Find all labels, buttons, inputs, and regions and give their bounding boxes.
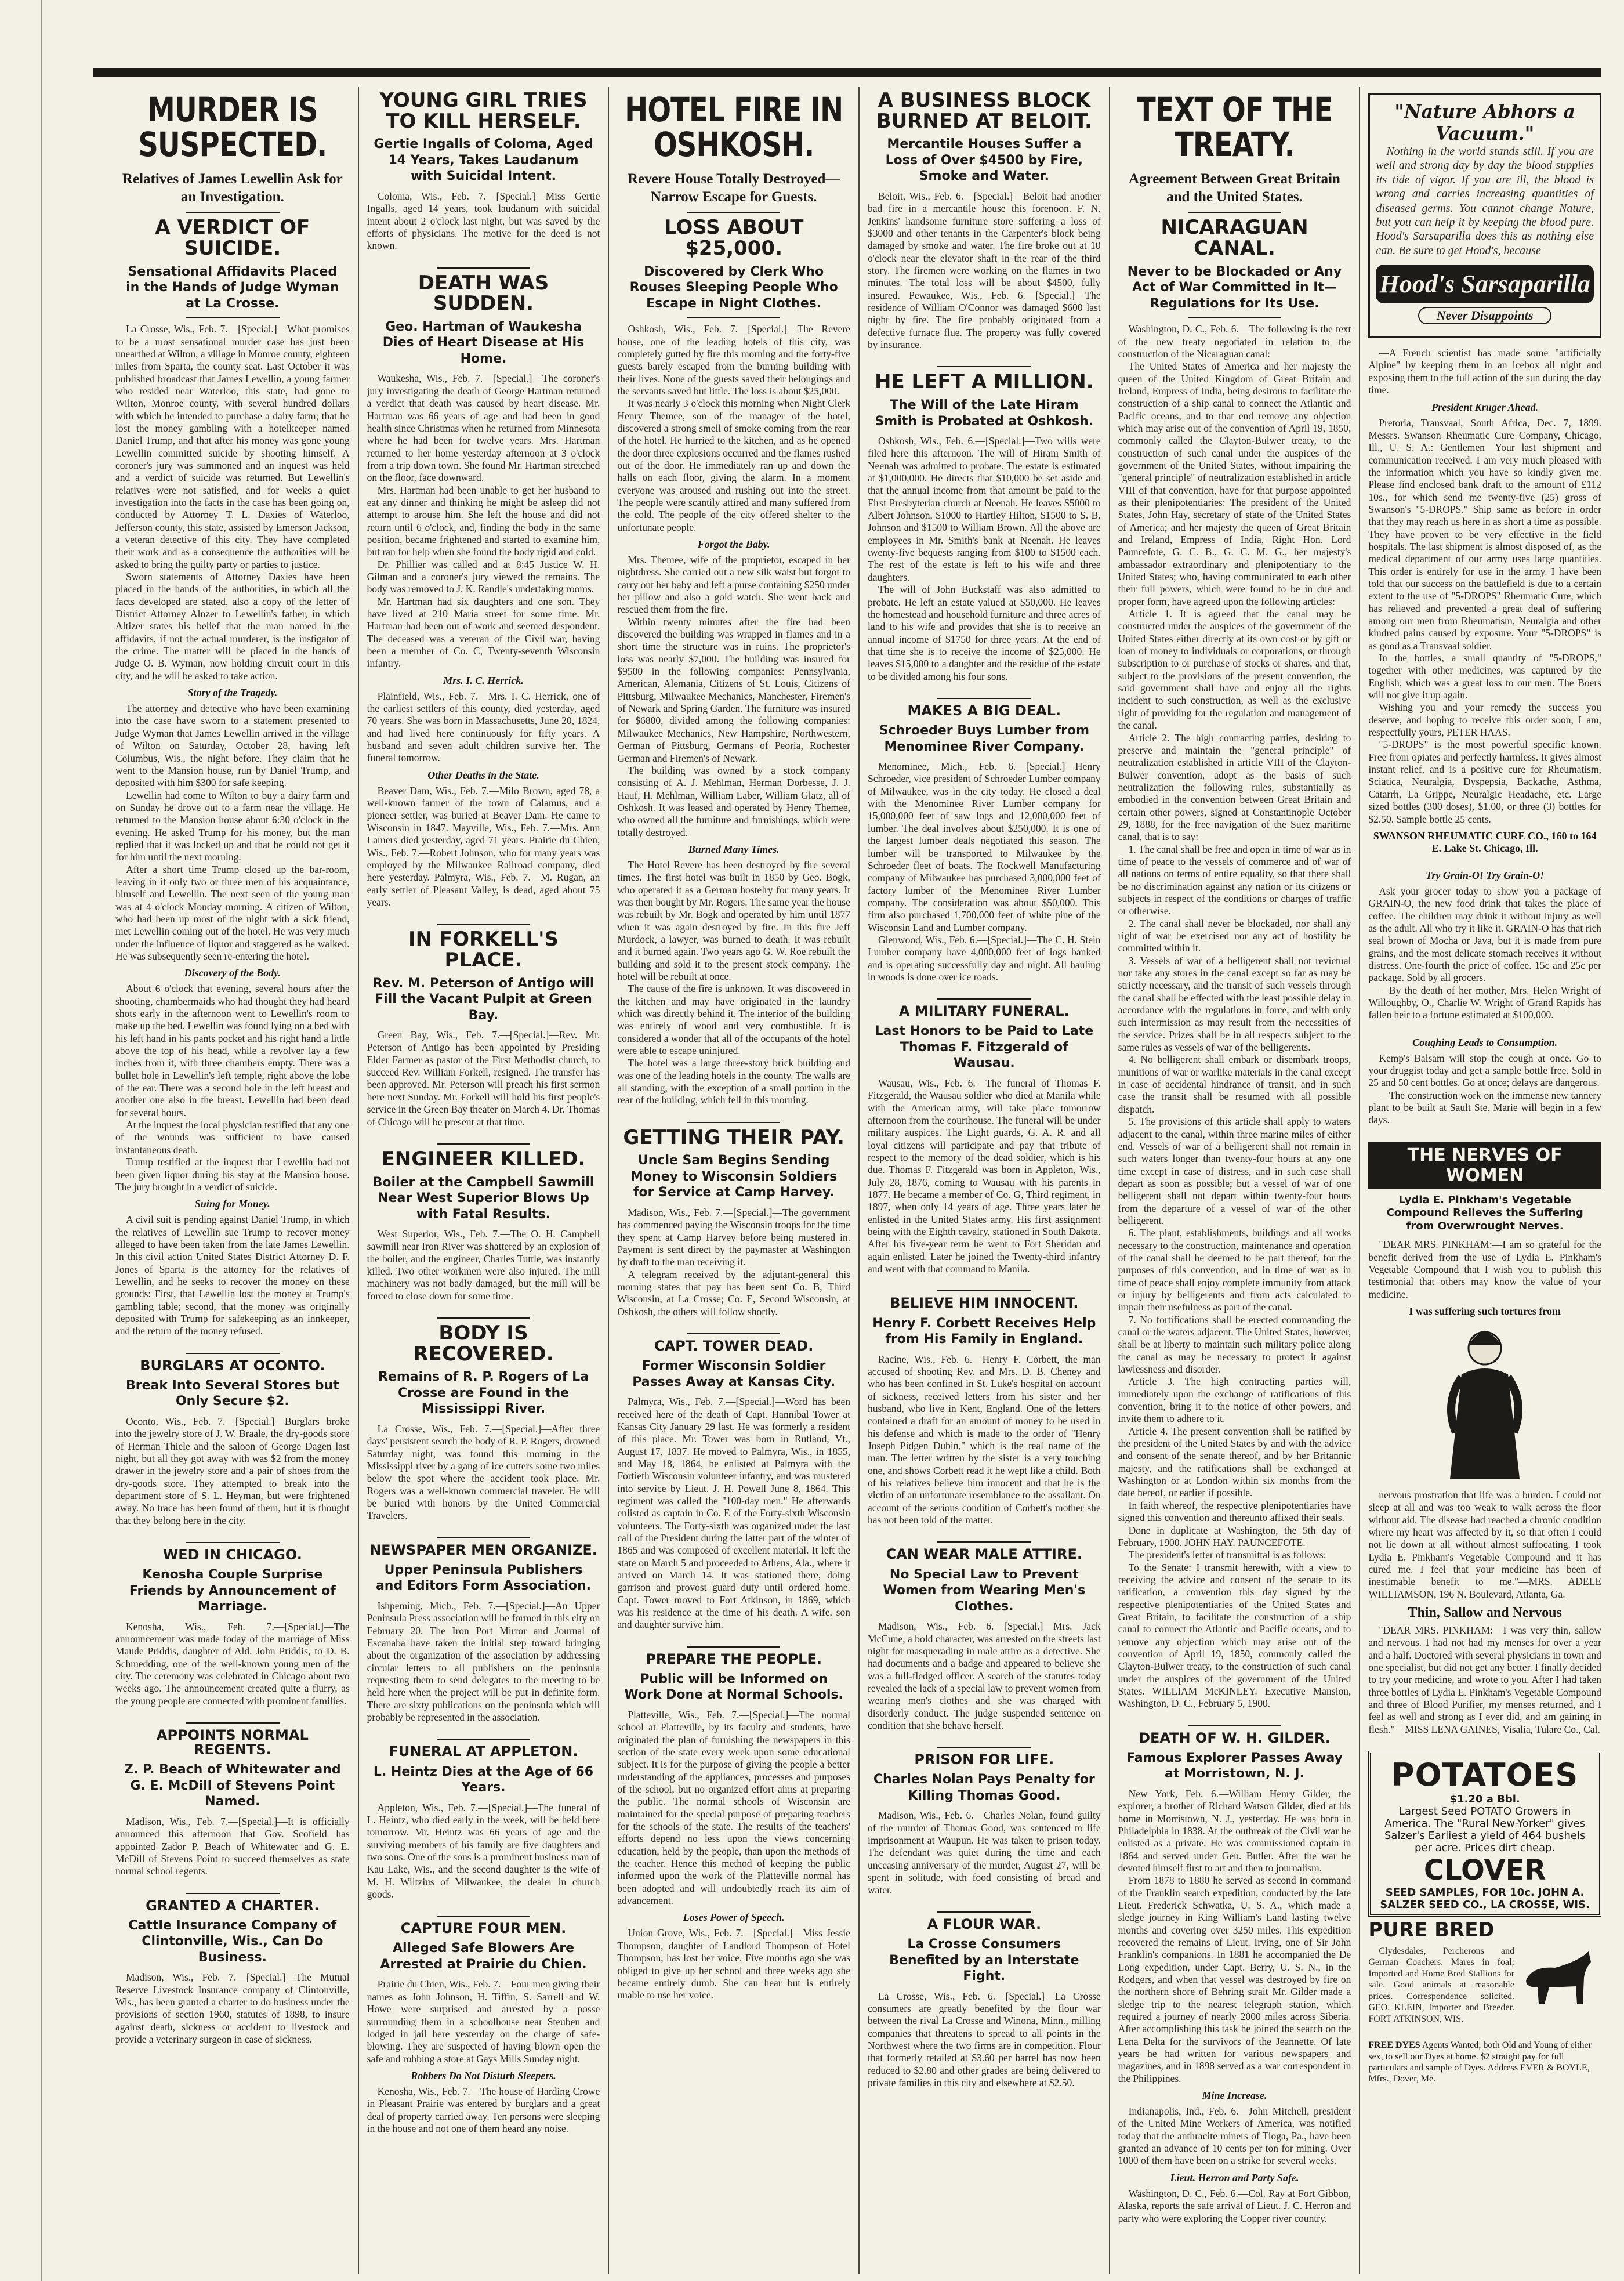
hoods-logo: Hood's Sarsaparilla <box>1376 265 1594 303</box>
article-flour-war <box>868 1911 1101 2089</box>
paragraph: It was nearly 3 o'clock this morning when Night Clerk Henry Themee, son of the manager of the hotel, discovered a strong smell of smoke coming from the rear of the hotel. He hurried to the kitchen, and as he opened the door three explosions occurred and the flames rushed out of the door. He immediately ran up and down the halls on each floor, giving the alarm. In a moment everyone was aroused and rushing out into the street. The people were scantily attired and many suffered from the cold. The people of the city offered shelter to the unfortunate people. <box>617 397 850 533</box>
divider <box>687 212 781 213</box>
paragraph: The building was owned by a stock company consisting of A. J. Mehlman, Herman Dorbesse, J. J. Hauf, H. Mehlman, William Laber, William Glatz, all of Oshkosh. It was leased and operated by Henry Themee, who owned all the furniture and furnishings, which were totally destroyed. <box>617 764 850 838</box>
subhead: LOSS ABOUT $25,000. <box>664 216 804 260</box>
divider <box>687 1122 781 1123</box>
subhead: NICARAGUAN CANAL. <box>1161 216 1308 260</box>
section-subhead: Burned Many Times. <box>688 843 780 855</box>
paragraph: La Crosse, Wis., Feb. 7.—[Special.]—What promises to be a most sensational murder case has just been unearthed at Wilton, a village in Monroe county, eighteen miles from Sparta, the county seat. Last October it was published broadcast that James Lewellin, a young farmer who resided near Waterloo, this state, had gone to Wilton, Monroe county, with several hundred dollars with which he intended to purchase a dairy farm; that he lost the money gambling with a hotelkeeper named Daniel Trump, and that after his money was gone young Lewellin committed suicide by shooting himself. A coroner's jury was summoned and an inquest was held and a verdict of suicide was returned. But Lewellin's relatives were not satisfied, and for weeks a quiet investigation into the facts in the case has been going on, conducted by Attorney T. L. Daxies of Waterloo, Jefferson county, this state, assisted by Emerson Jackson, a veteran detective of this city. They have completed their work and as a consequence the authorities will be asked to bring the guilty party or parties to justice. <box>115 323 350 570</box>
divider <box>937 998 1031 1000</box>
article-male-attire <box>868 1541 1101 1732</box>
article-prison <box>868 1747 1101 1896</box>
paragraph: Trump testified at the inquest that Lewellin had not been given liquor during his stay at the Mansion house. The jury brought in a verdict of suicide. <box>115 1156 350 1193</box>
ad-hoods-sarsaparilla <box>1368 93 1601 338</box>
paragraph: The will of John Buckstaff was also admitted to probate. He left an estate valued at $50,000. He leaves the homestead and household furniture and three acres of land to his wife and provides that she is to receive an annual income of $1750 for three years. At the end of that time she is to receive the income of $25,000. He leaves $15,000 to a daughter and the residue of the estate to be divided among his four sons. <box>867 584 1101 682</box>
ad-headline: Coughing Leads to Consumption. <box>1412 1036 1558 1048</box>
paragraph: Lewellin had come to Wilton to buy a dairy farm and on Sunday he drove out to a farm near the village. He returned to the Mansion house about 6:30 o'clock in the evening. He asked Trump for his money, but the man replied that it was locked up and that he could not get it for him until the next morning. <box>115 789 350 863</box>
paragraph: Prairie du Chien, Wis., Feb. 7.—Four men giving their names as John Johnson, H. Tiffin, S. Sarrell and W. Howe were surprised and arrested by a posse surrounding them in a schoolhouse near Steuben and lodged in jail here yesterday on the charge of safe-blowing. They are suspected of having blown open the safe and robbing a store at Gays Mills Sunday night. <box>367 1978 600 2065</box>
paragraph: Madison, Wis., Feb. 7.—[Special.]—The Mutual Reserve Livestock Insurance company of Clintonville, Wis., has been granted a charter to do business under the provisions of section 1960, statutes of 1898, to insure against death, sickness or accident to livestock and provide a veterinary surgeon in case of sickness. <box>115 1971 350 2045</box>
paragraph: Article 2. The high contracting parties, desiring to preserve and maintain the "general principle" of neutralization established in article VIII of the Clayton-Bulwer convention, adopt as the basis of such neutralization the following rules, substantially as embodied in the convention between Great Britain and certain other powers, signed at Constantinople October 29, 1888, for the free navigation of the Suez maritime canal, that is to say: <box>1118 732 1351 843</box>
paragraph: Article 3. The high contracting parties will, immediately upon the exchange of ratifications of this convention, bring it to the notice of other powers, and invite them to adhere to it. <box>1118 1375 1351 1425</box>
section-subhead: Lieut. Herron and Party Safe. <box>1170 2171 1299 2184</box>
column-1 <box>107 87 358 2274</box>
paragraph: Coloma, Wis., Feb. 7.—[Special.]—Miss Gertie Ingalls, aged 14 years, took laudanum with suicidal intent about 2 o'clock last night, but was saved by the efforts of physicians. The motive for the deed is not known. <box>367 190 600 252</box>
paragraph: —By the death of her mother, Mrs. Helen Wright of Willoughby, O., Charlie W. Wright of Grand Rapids has fallen heir to a fortune estimated at $100,000. <box>1368 984 1601 1021</box>
deck: Upper Peninsula Publishers and Editors Form Association. <box>375 1562 592 1594</box>
column-grid <box>107 87 1610 2274</box>
headline: TEXT OF THE TREATY. <box>1136 90 1332 165</box>
divider <box>437 1317 530 1319</box>
ad-kruger <box>1368 401 1601 855</box>
deck: Uncle Sam Begins Sending Money to Wisconsin Soldiers for Service at Camp Harvey. <box>630 1153 838 1200</box>
deck: Kenosha Couple Surprise Friends by Announcement of Marriage. <box>129 1567 336 1614</box>
divider <box>437 1143 530 1145</box>
ad-headline: FREE DYES <box>1368 2040 1420 2051</box>
divider <box>186 317 279 318</box>
divider <box>186 212 279 213</box>
paragraph: Wishing you and your remedy the success you deserve, and hoping to receive this order soon, I am, respectfully yours, PETER HAAS. <box>1368 701 1601 738</box>
paragraph: West Superior, Wis., Feb. 7.—The O. H. Campbell sawmill near Iron River was shattered by an explosion of the boiler, and the engineer, Charles Tuttle, was instantly killed. Two other workmen were also injured. The mill machinery was not badly damaged, but the mill will be forced to close down for some time. <box>367 1228 600 1302</box>
paragraph: The Hotel Revere has been destroyed by fire several times. The first hotel was built in 1850 by Geo. Bogk, who operated it as a German hostelry for many years. It was then bought by Mr. Rogers. The same year the house was rebuilt by Mr. Bogk and operated by him until 1877 when it was again destroyed by fire. In this fire Jeff Murdock, a lawyer, was burned to death. It was rebuilt and it burned again. Two years ago G. W. Roe rebuilt the building and sold it to the present stock company. The hotel will be rebuilt at once. <box>617 859 850 982</box>
paragraph: 6. The plant, establishments, buildings and all works necessary to the construction, maintenance and operation of the canal shall be deemed to be part thereof, for the purposes of this convention, and in time of war as in time of peace shall enjoy complete immunity from attack or injury by belligerents and from acts calculated to impair their usefulness as part of the canal. <box>1118 1227 1351 1313</box>
paragraph: From 1878 to 1880 he served as second in command of the Franklin search expedition, conducted by the late Lieut. Frederick Schwatka, U. S. A., which made a sledge journey in King William's Land lasting twelve months and covering over 3250 miles. This expedition recovered the remains of Lieut. Irving, one of Sir John Franklin's companions. In 1881 he accompanied the De Long expedition, under Capt. Berry, U. S. N., in the Rodgers, and when that vessel was destroyed by fire on the northern shore of Behring strait Mr. Gilder made a sledge trip to the nearest telegraph station, which required a journey of nearly 2000 miles across Siberia. After accomplishing this task he joined the search on the Lena Delta for the survivors of the Jeannette. Of late years he had written for various newspapers and magazines, and in 1898 served as a war correspondent in the Philippines. <box>1118 1874 1351 2084</box>
divider <box>437 1739 530 1740</box>
headline: FUNERAL AT APPLETON. <box>389 1743 578 1760</box>
paragraph: Madison, Wis., Feb. 7.—[Special.]—The government has commenced paying the Wisconsin troops for the time they spent at Camp Harvey before being mustered in. Payment is sent direct by the paymaster at Washington by draft to the man receiving it. <box>617 1206 850 1268</box>
headline: YOUNG GIRL TRIES TO KILL HERSELF. <box>379 89 588 133</box>
article-wed <box>115 1542 350 1707</box>
ad-copy: Agents Wanted, both Old and Young of either sex, to sell our Dyes at home. $2 straight pay for full particulars and sample of Dyes. Address EVER & BOYLE, Mfrs., Dover, Me. <box>1368 2040 1592 2084</box>
deck: Break Into Several Stores but Only Secure $2. <box>125 1378 339 1409</box>
article-body-recovered <box>367 1317 600 1522</box>
paragraph: Madison, Wis., Feb. 7.—[Special.]—It is officially announced this afternoon that Gov. Scofield has appointed Zador P. Beach of Whitewater and G. E. McDill of Stevens Point to succeed themselves as state normal school regents. <box>115 1815 350 1877</box>
headline: PREPARE THE PEOPLE. <box>646 1650 822 1667</box>
article-gilder <box>1118 1725 1351 2225</box>
article-prepare-people <box>617 1646 850 2002</box>
article-young-girl <box>367 90 600 252</box>
divider <box>937 1911 1031 1913</box>
paragraph: 5. The provisions of this article shall apply to waters adjacent to the canal, within three marine miles of either end. Vessels of war of a belligerent shall not remain in such waters longer than twenty-four hours at any one time except in case of distress, and in such case shall depart as soon as possible; but a vessel of war of one belligerent shall not depart within twenty-four hours from the departure of a vessel of war of the other belligerent. <box>1118 1116 1351 1226</box>
divider <box>1188 317 1281 318</box>
deck: The Will of the Late Hiram Smith is Probated at Oshkosh. <box>875 398 1094 429</box>
article-getting-pay <box>617 1122 850 1318</box>
article-burglars <box>115 1353 350 1527</box>
ad-headline: Try Grain-O! Try Grain-O! <box>1426 869 1545 881</box>
ad-price: $1.20 a Bbl. <box>1449 1793 1520 1806</box>
paragraph: Waukesha, Wis., Feb. 7.—[Special.]—The coroner's jury investigating the death of George Hartman returned a verdict that death was caused by heart disease. Mr. Hartman was 66 years of age and had been in good health since Christmas when he returned from Minnesota where he had been for twelve years. Mrs. Hartman returned to her home yesterday afternoon at 3 o'clock from a trip down town. She found Mr. Hartman stretched on the floor, face downward. <box>367 372 600 484</box>
section-subhead: Thin, Sallow and Nervous <box>1408 1605 1562 1620</box>
paragraph: Ask your grocer today to show you a package of GRAIN-O, the new food drink that takes the place of coffee. The children may drink it without injury as well as the adult. All who try it like it. GRAIN-O has that rich seal brown of Mocha or Java, but it is made from pure grains, and the most delicate stomach receives it without distress. One-fourth the price of coffee. 15c and 25c per package. Sold by all grocers. <box>1368 885 1601 984</box>
subdeck: Discovered by Clerk Who Rouses Sleeping People Who Escape in Night Clothes. <box>629 264 838 311</box>
article-engineer <box>367 1143 600 1302</box>
paragraph: Within twenty minutes after the fire had been discovered the building was wrapped in flames and in a short time the structure was in ruins. The proprietor's loss was nearly $7,000. The building was insured for $9500 in the following companies: Pennsylvania, American, Alemania, Citizens of St. Louis, Citizens of Pittsburg, Milwaukee Mechanics, Manchester, Firemen's of Newark and Spring Garden. The furniture was insured for $6800, divided among the following companies: Milwaukee Mechanics, New Hampshire, Northwestern, German of Pittsburg, Germans of Peoria, Rochester German and Firemen's of Newark. <box>617 615 850 764</box>
ad-copy: SEED SAMPLES, FOR 10c. JOHN A. SALZER SEED CO., LA CROSSE, WIS. <box>1380 1887 1590 1911</box>
paragraph: Beaver Dam, Wis., Feb. 7.—Milo Brown, aged 78, a well-known farmer of the town of Calamus, and a pioneer settler, was buried at Beaver Dam. He came to Wisconsin in 1847. Mayville, Wis., Feb. 7.—Mrs. Ann Lamers died yesterday, aged 71 years. Prairie du Chien, Wis., Feb. 7.—Robert Johnson, who for many years was employed by the Milwaukee Railroad company, died here yesterday. Palmyra, Wis., Feb. 7.—M. Rugan, an early settler of Pleasant Valley, is dead, aged about 75 years. <box>367 784 600 908</box>
section-subhead: Robbers Do Not Disturb Sleepers. <box>411 2069 556 2081</box>
paragraph: Glenwood, Wis., Feb. 6.—[Special.]—The C. H. Stein Lumber company have 4,000,000 feet of logs banked and is operating successfully day and night. All hauling in woods is done over ice roads. <box>867 933 1101 983</box>
paragraph: Appleton, Wis., Feb. 7.—[Special.]—The funeral of L. Heintz, who died early in the week, will be held here tomorrow. Mr. Heintz was 66 years of age and the surviving members of his family are five daughters and two sons. One of the sons is a prominent business man of Kau Lake, Wis., and the second daughter is the wife of M. H. Wiltzius of Milwaukee, the dealer in church goods. <box>367 1801 600 1900</box>
paragraph: —The construction work on the immense new tannery plant to be built at Sault Ste. Marie will begin in a few days. <box>1368 1089 1601 1126</box>
headline: HOTEL FIRE IN OSHKOSH. <box>625 90 843 165</box>
paragraph: Palmyra, Wis., Feb. 7.—[Special.]—Word has been received here of the death of Capt. Hannibal Tower at Kansas City January 29 last. He was formerly a resident of this place. Mr. Tower was born in Rutland, Vt., August 17, 1837. He moved to Palmyra, Wis., in 1855, and May 18, 1864, he enlisted at Palmyra with the Fortieth Wisconsin volunteer infantry, and was mustered into service by Lieut. J. H. Powell June 8, 1864. This regiment was called the "100-day men." He afterwards enlisted as captain in Co. E of the Forty-sixth Wisconsin volunteers. The Forty-sixth was organized under the last call of the President during the latter part of the winter of 1865 and was composed of excellent material. It left the state on March 5 and proceeded to Athens, Ala., where it arrived on March 14. It was stationed there, doing garrison and provost guard duty until ordered home. Capt. Tower moved to Fort Atkinson, in 1869, which was his residence at the time of his death. A wife, son and daughter survive him. <box>617 1396 850 1631</box>
article-newspaper-men <box>367 1537 600 1724</box>
divider <box>937 366 1031 367</box>
deck: Schroeder Buys Lumber from Menominee River Company. <box>879 723 1090 754</box>
section-subhead: Other Deaths in the State. <box>427 769 539 781</box>
deck: Henry F. Corbett Receives Help from His Family in England. <box>872 1316 1096 1347</box>
deck: Relatives of James Lewellin Ask for an Investigation. <box>122 171 343 205</box>
ad-pinkham <box>1368 1142 1601 1736</box>
paragraph: Oshkosh, Wis., Feb. 7.—[Special.]—The Revere house, one of the leading hotels of this city, was completely gutted by fire this morning and the forty-five guests barely escaped from the burning building with their lives. None of the guests saved their belongings and the servants saved but little. The loss is about $25,000. <box>617 323 850 397</box>
paragraph: Done in duplicate at Washington, the 5th day of February, 1900. JOHN HAY. PAUNCEFOTE. <box>1118 1524 1351 1548</box>
column-6-ads <box>1359 87 1610 2274</box>
bold-line: I was suffering such tortures from <box>1409 1305 1561 1317</box>
article-forkell <box>367 924 600 1128</box>
section-subhead: Discovery of the Body. <box>184 967 281 979</box>
paragraph: Article 1. It is agreed that the canal may be constructed under the auspices of the government of the United States either directly at its own cost or by gift or loan of money to individuals or corporations, or through subscription to or purchase of stocks or shares, and that, subject to the provisions of the present convention, the said government shall have and enjoy all the rights incident to such construction, as well as the exclusive right of providing for the regulation and management of the canal. <box>1118 608 1351 732</box>
paragraph: Oconto, Wis., Feb. 7.—[Special.]—Burglars broke into the jewelry store of J. W. Braale, the dry-goods store of Herman Thiele and the saloon of George Dagen last night, but all they got away with was $2 from the money drawer in the jewelry store and a pair of shoes from the dry-goods store. They attempted to break into the department store of S. L. Heyman, but were frightened away. No trace has been found of them, but it is thought that they belong here in the city. <box>115 1415 350 1526</box>
deck: Agreement Between Great Britain and the United States. <box>1129 171 1340 205</box>
column-5 <box>1109 87 1360 2274</box>
page-margin <box>6 0 42 2281</box>
headline: BURGLARS AT OCONTO. <box>140 1357 325 1374</box>
divider <box>186 1893 279 1894</box>
article-innocent <box>868 1290 1101 1526</box>
article-hotel-fire <box>617 90 850 1107</box>
section-subhead: Mine Increase. <box>1202 2090 1267 2102</box>
deck: Remains of R. P. Rogers of La Crosse are Found in the Mississippi River. <box>378 1370 589 1417</box>
paragraph: 2. The canal shall never be blockaded, nor shall any right of war be exercised nor any act of hostility be committed within it. <box>1118 917 1351 954</box>
paragraph: About 6 o'clock that evening, several hours after the shooting, chambermaids who had thought they had heard shots early in the afternoon went to Lewellin's room to make up the bed. Lewellin was found lying on a bed with his left hand in his pants pocket and his right hand a little above the top of his head, while a revolver lay a few inches from it, with three chambers empty. There was a bullet hole in Lewellin's left temple, right above the lobe of the ear. There was a second hole in the left breast and another one also in the breast. Lewellin had been dead for several hours. <box>115 983 350 1118</box>
divider <box>186 1353 279 1354</box>
deck: L. Heintz Dies at the Age of 66 Years. <box>373 1764 594 1795</box>
paragraph: Beloit, Wis., Feb. 6.—[Special.]—Beloit had another bad fire in a mercantile house this forenoon. F. N. Jenkins' handsome furniture store suffering a loss of $3000 and other tenants in the Carpenter's block being damaged by smoke and water. The fire broke out at 10 o'clock near the elevator shaft in the rear of the third story. The firemen were working on the flames in two minutes. The total loss will be about $4500, fully insured. Pewaukee, Wis., Feb. 6.—[Special.]—The residence of William O'Connor was damaged $600 last night by fire. The fire probably originated from a defective furnace flue. The property was fully covered by insurance. <box>867 190 1101 350</box>
headline: HE LEFT A MILLION. <box>875 370 1094 394</box>
divider <box>1188 1725 1281 1726</box>
divider <box>186 1722 279 1724</box>
paragraph: Madison, Wis., Feb. 6.—Charles Nolan, found guilty of the murder of Thomas Good, was sentenced to life imprisonment at Waupun. He was taken to prison today. The defendant was quiet during the time and each unceasing anniversary of the murder, August 27, will be spent in solitude, with food consisting of bread and water. <box>867 1809 1101 1896</box>
paragraph: The hotel was a large three-story brick building and was one of the leading hotels in the county. The walls are all standing, with the exception of a small portion in the rear of the building, which fell in this morning. <box>617 1057 850 1106</box>
paragraph: Ishpeming, Mich., Feb. 7.—[Special.]—An Upper Peninsula Press association will be formed in this city on February 20. The Iron Port Mirror and Journal of Escanaba have taken the initial step toward bringing about the organization of the association by addressing circular letters to all publishers on the peninsula requesting them to send delegates to the meeting to be held here when the project will be put in definite form. There are sixty publications on the peninsula which will probably be represented in the association. <box>367 1599 600 1723</box>
ad-deck: Lydia E. Pinkham's Vegetable Compound Relieves the Suffering from Overwrought Nerves. <box>1386 1193 1583 1232</box>
ad-grain-o <box>1368 870 1601 1022</box>
headline: A MILITARY FUNERAL. <box>898 1003 1070 1020</box>
hoods-tagline: Never Disappoints <box>1418 307 1551 324</box>
article-big-deal <box>868 698 1101 983</box>
paragraph: Platteville, Wis., Feb. 7.—[Special.]—The normal school at Platteville, by its faculty and students, have originated the plan of furnishing the newspapers in this section of the state every week upon some educational subject. It is for the purpose of giving the people a better understanding of the appliances, processes and purposes of the school, but no organized effort aims at preparing the public. The normal schools of Wisconsin are maintained for the special purpose of preparing teachers for the schools of the state. The results of the teachers' efforts depend no less upon the views concerning education, held by the people, than upon the methods of the teacher. Hence this method of keeping the public informed upon the work of the Platteville normal has been adopted and will undoubtedly reach its aim of advancement. <box>617 1708 850 1907</box>
divider <box>937 1747 1031 1748</box>
ad-company: SWANSON RHEUMATIC CURE CO., 160 to 164 E. Lake St. Chicago, Ill. <box>1373 830 1597 854</box>
paragraph: Menominee, Mich., Feb. 6.—[Special.]—Henry Schroeder, vice president of Schroeder Lumber company of Milwaukee, was in the city today. He closed a deal with the Menominee River Lumber company for 15,000,000 feet of saw logs and 12,000,000 feet of lumber. The deal involves about $250,000. It is one of the largest lumber deals negotiated this season. The lumber will be transported to Milwaukee by the Schroeder fleet of boats. The Rockwell Manufacturing company of Milwaukee has purchased 3,000,000 feet of factory lumber of the Menominee River Lumber company. The consideration was about $50,000. This firm also purchased 1,700,000 feet of white pine of the Wisconsin Land and Lumber company. <box>867 761 1101 933</box>
paragraph: Washington, D. C., Feb. 6.—The following is the text of the new treaty negotiated in relation to the construction of the Nicaraguan canal: <box>1118 323 1351 360</box>
paragraph: "DEAR MRS. PINKHAM:—I am so grateful for the benefit derived from the use of Lydia E. Pinkham's Vegetable Compound that I wish you to publish this testimonial that others may know the value of your medicine. <box>1368 1239 1601 1300</box>
headline: GRANTED A CHARTER. <box>146 1897 320 1914</box>
ad-headline: "Nature Abhors a Vacuum." <box>1394 100 1575 144</box>
deck: Boiler at the Campbell Sawmill Near West Superior Blows Up with Fatal Results. <box>372 1175 594 1222</box>
headline: BELIEVE HIM INNOCENT. <box>890 1295 1079 1312</box>
deck: Former Wisconsin Soldier Passes Away at Kansas City. <box>632 1359 836 1389</box>
article-military-funeral <box>868 998 1101 1275</box>
paragraph: Plainfield, Wis., Feb. 7.—Mrs. I. C. Herrick, one of the earliest settlers of this county, died yesterday, aged 70 years. She was born in Massachusetts, June 20, 1824, and had lived here continuously for fifty years. A husband and seven adult children survive her. The funeral tomorrow. <box>367 690 600 764</box>
ad-salzer-potatoes <box>1368 1751 1601 1917</box>
paragraph: Kenosha, Wis., Feb. 7.—The house of Harding Crowe in Pleasant Prairie was entered by burglars and a great deal of property carried away. Ten persons were sleeping in the house and not one of them heard any noise. <box>367 2085 600 2134</box>
divider <box>687 317 781 318</box>
headline: CAN WEAR MALE ATTIRE. <box>886 1546 1082 1563</box>
ad-copy: Largest Seed POTATO Growers in America. The "Rural New-Yorker" gives Salzer's Earliest a yield of 464 bushels per acre. Prices dirt cheap. <box>1384 1805 1586 1855</box>
ad-headline: THE NERVES OF WOMEN <box>1368 1142 1601 1189</box>
article-capt-tower <box>617 1333 850 1631</box>
section-subhead: Mrs. I. C. Herrick. <box>443 674 524 686</box>
column-3 <box>608 87 858 2274</box>
section-subhead: Forgot the Baby. <box>697 538 770 550</box>
divider <box>937 698 1031 699</box>
deck: Last Honors to be Paid to Late Thomas F. Fitzgerald of Wausau. <box>875 1024 1094 1071</box>
woman-illustration <box>1427 1322 1543 1485</box>
deck: Public will be Informed on Work Done at Normal Schools. <box>624 1671 843 1703</box>
article-funeral-appleton <box>367 1739 600 1900</box>
ad-word: CLOVER <box>1423 1854 1546 1887</box>
paragraph: 1. The canal shall be free and open in time of war as in time of peace to the vessels of commerce and of war of all nations on terms of entire equality, so that there shall be no discrimination against any nation or its citizens or subjects in respect of the conditions or charges of traffic or otherwise. <box>1118 843 1351 917</box>
paragraph: At the inquest the local physician testified that any one of the wounds was sufficient to have caused instantaneous death. <box>115 1119 350 1156</box>
divider <box>437 924 530 925</box>
article-death-sudden <box>367 267 600 909</box>
divider <box>1188 212 1281 213</box>
deck: Charles Nolan Pays Penalty for Killing Thomas Good. <box>873 1772 1095 1803</box>
section-subhead: Story of the Tragedy. <box>187 687 278 699</box>
headline: PRISON FOR LIFE. <box>914 1751 1054 1768</box>
ad-free-dyes <box>1368 2040 1601 2084</box>
deck: No Special Law to Prevent Women from Wearing Men's Clothes. <box>883 1567 1086 1614</box>
news-brief: —A French scientist has made some "artificially Alpine" by keeping them in an icebox all night and exposing them to the full action of the sun during the day time. <box>1368 347 1601 396</box>
deck: Famous Explorer Passes Away at Morristown, N. J. <box>1126 1750 1343 1782</box>
headline: BODY IS RECOVERED. <box>413 1321 554 1366</box>
deck: Alleged Safe Blowers Are Arrested at Prairie du Chien. <box>380 1941 587 1972</box>
paragraph: "5-DROPS" is the most powerful specific known. Free from opiates and perfectly harmless. It gives almost instant relief, and is a positive cure for Rheumatism, Sciatica, Neuralgia, Dyspepsia, Backache, Asthma, Catarrh, La Grippe, Neuralgic Headache, etc. Large sized bottles (300 doses), $1.00, or three (3) bottles for $2.50. Sample bottle 25 cents. <box>1368 738 1601 825</box>
divider <box>437 1537 530 1538</box>
paragraph: A telegram received by the adjutant-general this morning states that pay has been sent Co. B, Third Wisconsin, at La Crosse; Co. E, Second Wisconsin, at Oshkosh, the others will follow shortly. <box>617 1268 850 1317</box>
headline: APPOINTS NORMAL REGENTS. <box>156 1727 309 1758</box>
paragraph: In faith whereof, the respective plenipotentiaries have signed this convention and thereunto affixed their seals. <box>1118 1499 1351 1524</box>
deck: Revere House Totally Destroyed—Narrow Escape for Guests. <box>627 171 840 205</box>
divider <box>687 1333 781 1334</box>
paragraph: Article 4. The present convention shall be ratified by the president of the United States by and with the advice and consent of the senate thereof, and by her Britannic majesty, and the ratifications shall be exchanged at Washington or at London within six months from the date hereof, or earlier if possible. <box>1118 1425 1351 1499</box>
paragraph: Mr. Hartman had six daughters and one son. They have lived at 210 Maria street for some time. Mr. Hartman had been out of work and seemed despondent. The deceased was a veteran of the Civil war, having been a member of Co. C, Twenty-seventh Wisconsin infantry. <box>367 595 600 669</box>
paragraph: Union Grove, Wis., Feb. 7.—[Special.]—Miss Jessie Thompson, daughter of Landlord Thompson of Hotel Thompson, has lost her voice. Five months ago she was obliged to give up her school and three weeks ago she became entirely dumb. She can hear but is entirely unable to use her voice. <box>617 1927 850 2001</box>
paragraph: The United States of America and her majesty the queen of the United Kingdom of Great Britain and Ireland, Empress of India, being desirous to facilitate the construction of a ship canal to connect the Atlantic and Pacific oceans, and to that end remove any objection which may arise out of the convention of April 19, 1850, commonly called the Clayton-Bulwer treaty, to the construction of such canal under the auspices of the government of the United States, without impairing the "general principle" of neutralization established in article VIII of that convention, have for that purpose appointed as their plenipotentiaries: The president of the United States, John Hay, secretary of state of the United States of America; and her majesty the queen of Great Britain and Ireland, Empress of India, Right Hon. Lord Pauncefote, G. C. B., G. C. M. G., her majesty's ambassador extraordinary and plenipotentiary to the United States; who, having communicated to each other their full powers, which were found to be in due and proper form, have agreed upon the following articles: <box>1118 360 1351 607</box>
headline: A FLOUR WAR. <box>927 1916 1042 1932</box>
headline: NEWSPAPER MEN ORGANIZE. <box>369 1541 597 1558</box>
headline: WED IN CHICAGO. <box>162 1546 302 1563</box>
paragraph: The president's letter of transmittal is as follows: <box>1128 1549 1326 1561</box>
article-business-block <box>868 90 1101 351</box>
divider <box>186 1542 279 1543</box>
paragraph: "DEAR MRS. PINKHAM:—I was very thin, sallow and nervous. I had not had my menses for over a year and a half. Doctored with several physicians in town and one specialist, but did not get any better. I finally decided to try your medicine, and wrote to you. After I had taken three bottles of Lydia E. Pinkham's Vegetable Compound and three of Blood Purifier, my menses returned, and I feel as well and strong as I ever did, and am gaining in flesh."—MISS LENA GAINES, Visalia, Tulare Co., Cal. <box>1368 1624 1601 1735</box>
paragraph: Oshkosh, Wis., Feb. 6.—[Special.]—Two wills were filed here this afternoon. The will of Hiram Smith of Neenah was admitted to probate. The estate is estimated at $1,000,000. He directs that $10,000 be set aside and that the annual income from that amount be paid to the First Presbyterian church at Neenah. He leaves $5000 to Albert Johnson, $1000 to Hartley Hilton, $1500 to S. B. Johnson and $1500 to William Brown. All the above are employees in Mr. Smith's bank at Neenah. He leaves twenty-five bequests ranging from $100 to $1500 each. The rest of the estate is left to his wife and three daughters. <box>867 435 1101 583</box>
section-subhead: Suing for Money. <box>194 1198 270 1210</box>
section-subhead: Loses Power of Speech. <box>683 1911 785 1924</box>
divider <box>937 1290 1031 1291</box>
paragraph: In the bottles, a small quantity of "5-DROPS," together with other medicines, was captured by the English, which was a great loss to our men. The Boers will not give it up again. <box>1368 652 1601 701</box>
paragraph: 4. No belligerent shall embark or disembark troops, munitions of war or warlike materials in the canal except in case of accidental hindrance of transit, and in such case the transit shall be resumed with all possible dispatch. <box>1118 1053 1351 1115</box>
headline: A BUSINESS BLOCK BURNED AT BELOIT. <box>876 89 1092 133</box>
paragraph: Washington, D. C., Feb. 6.—Col. Ray at Fort Gibbon, Alaska, reports the safe arrival of Lieut. J. C. Herron and party who were exploring the Copper river country. <box>1118 2187 1351 2224</box>
paragraph: Pretoria, Transvaal, South Africa, Dec. 7, 1899. Messrs. Swanson Rheumatic Cure Company, Chicago, Ill., U. S. A.: Gentlemen—Your last shipment and communication received. I am very much pleased with the information which you have so kindly given me. Please find enclosed bank draft to the amount of £112 10s., for which send me twenty-five (25) gross of Swanson's "5-DROPS." Ship same as before in order that they may reach us here in as short a time as possible. They have proven to be very effective in the field hospitals. The last shipment is almost disposed of, as the medical department of our army uses large quantities. This order is entirely for use in the army. I have been told that our success on the battlefield is due to a certain extent to the use of "5-DROPS" Rheumatic Cure, which has relieved and prevented a great deal of suffering among our men from Rheumatism, Neuralgia and other kindred pains caused by exposure. Your "5-DROPS" is as good as a Transvaal soldier. <box>1368 417 1601 651</box>
deck: Rev. M. Peterson of Antigo will Fill the Vacant Pulpit at Green Bay. <box>372 976 594 1023</box>
subdeck: Never to be Blockaded or Any Act of War Committed in It—Regulations for Its Use. <box>1127 264 1342 311</box>
paragraph: Mrs. Themee, wife of the proprietor, escaped in her nightdress. She carried out a new silk waist but forgot to carry out her baby and left a purse containing $250 under her pillow and also a gold watch. She went back and rescued them from the fire. <box>617 554 850 615</box>
paragraph: The attorney and detective who have been examining into the case have sworn to a statement presented to Judge Wyman that James Lewellin arrived in the village of Wilton on Saturday, October 28, having left Columbus, Wis., the night before. They claim that he went to the Mansion house, run by Daniel Trump, and deposited with him $300 for safe keeping. <box>115 703 350 789</box>
headline: ENGINEER KILLED. <box>381 1147 586 1171</box>
deck: Geo. Hartman of Waukesha Dies of Heart Disease at His Home. <box>382 319 585 366</box>
headline: CAPT. TOWER DEAD. <box>654 1338 814 1355</box>
paragraph: A civil suit is pending against Daniel Trump, in which the relatives of Lewellin sue Trump to recover money alleged to have been taken from the late James Lewellin. In this civil action United States District Attorney D. F. Jones of Sparta is the attorney for the relatives of Lewellin, and he seeks to recover the money on these grounds: First, that Lewellin lost the money at Trump's gambling table; second, that the money was originally deposited with Trump for safekeeping as an innkeeper, and the return of the money refused. <box>115 1214 350 1337</box>
paragraph: Racine, Wis., Feb. 6.—Henry F. Corbett, the man accused of shooting Rev. and Mrs. D. B. Cheney and who has been confined in St. Luke's hospital on account of sickness, received letters from his sister and her husband, who live in Kent, England. One of the letters contained a draft for an amount of money to be used in his defense and which is made to the order of "Henry Joseph Pidgen Dubin," which is the real name of the man. The letter written by the sister is a very touching one, and shows Corbett read it he wept like a child. Both of his relatives believe him innocent and that he is the victim of an unfortunate resemblance to the assailant. On account of the serious condition of Corbett's mother she has not been told of the matter. <box>867 1353 1101 1526</box>
paragraph: Green Bay, Wis., Feb. 7.—[Special.]—Rev. Mr. Peterson of Antigo has been appointed by Presiding Elder Farmer as pastor of the First Methodist church, to succeed Rev. William Forkell, resigned. The transfer has been approved. Mr. Peterson will preach his first sermon here next Sunday. Mr. Forkell will hold his first people's service in the Green Bay theater on March 4. Dr. Thomas of Chicago will be present at that time. <box>367 1029 600 1128</box>
divider <box>437 267 530 269</box>
headline: DEATH OF W. H. GILDER. <box>1139 1729 1331 1746</box>
paragraph: La Crosse, Wis., Feb. 7.—[Special.]—After three days' persistent search the body of R. P. Rogers, drowned Saturday night, was found this morning in the Mississippi river by a gang of ice cutters some two miles below the spot where the accident took place. Mr. Rogers was a well-known commercial traveler. He will be buried with honors by the United Commercial Travelers. <box>367 1422 600 1522</box>
ad-pure-bred <box>1368 1920 1601 2025</box>
divider <box>437 1916 530 1917</box>
deck: Z. P. Beach of Whitewater and G. E. McDill of Stevens Point Named. <box>124 1762 341 1809</box>
ad-copy: Nothing in the world stands still. If you are well and strong day by day the blood supplies its tide of vigor. If you are ill, the blood is wrong and carries increasing quantities of diseased germs. You cannot change Nature, but you can help it by keeping the blood pure. Hood's Sarsaparilla does this as nothing else can. Be sure to get Hood's, because <box>1376 145 1594 257</box>
paragraph: Kenosha, Wis., Feb. 7.—[Special.]—The announcement was made today of the marriage of Miss Maude Priddis, daughter of Ald. John Priddis, to D. B. Schmedding, one of the well-known young men of the city. The ceremony was celebrated in Chicago about two weeks ago. The announcement created quite a flurry, as the young people are connected with prominent families. <box>115 1620 350 1707</box>
ad-kemps-balsam <box>1368 1037 1601 1127</box>
article-regents <box>115 1722 350 1878</box>
deck: Gertie Ingalls of Coloma, Aged 14 Years, Takes Laudanum with Suicidal Intent. <box>374 137 593 184</box>
paragraph: Kemp's Balsam will stop the cough at once. Go to your druggist today and get a sample bottle free. Sold in 25 and 50 cent bottles. Go at once; delays are dangerous. <box>1368 1052 1601 1089</box>
paragraph: Wausau, Wis., Feb. 6.—The funeral of Thomas F. Fitzgerald, the Wausau soldier who died at Manila while with the American army, will take place tomorrow afternoon from the courthouse. The funeral will be under military auspices. The Light guards, G. A. R. and all loyal citizens will participate and pay that tribute of respect to the memory of the dead soldier, which is his due. Thomas F. Fitzgerald was born in Appleton, Wis., July 28, 1876, coming to Wausau with his parents in 1877. He became a member of Co. G, Third regiment, in 1897, when only 14 years of age. Three years later he enlisted in the United States army. His first assignment being with the Eighth cavalry, stationed in South Dakota. After his five-year term he went to Fort Sheridan and again enlisted. Later he joined the Twenty-third infantry and went with that command to Manila. <box>867 1077 1101 1275</box>
headline: DEATH WAS SUDDEN. <box>418 271 549 316</box>
headline: GETTING THEIR PAY. <box>623 1125 844 1149</box>
subdeck: Sensational Affidavits Placed in the Hands of Judge Wyman at La Crosse. <box>126 264 339 311</box>
headline: MURDER IS SUSPECTED. <box>138 90 327 165</box>
paragraph: nervous prostration that life was a burden. I could not sleep at all and was too weak to walk across the floor without aid. The disease had reached a chronic condition where my heart was affected by it, so that often I could not lie down at all without almost suffocating. I took Lydia E. Pinkham's Vegetable Compound and it has cured me. I feel that your medicine has been of inestimable benefit to me."—MRS. ADELE WILLIAMSON, 196 N. Boulevard, Atlanta, Ga. <box>1368 1489 1601 1600</box>
deck: La Crosse Consumers Benefited by an Interstate Fight. <box>889 1937 1079 1984</box>
horse-illustration <box>1514 1946 1601 2010</box>
paragraph: Sworn statements of Attorney Daxies have been placed in the hands of the authorities, in which all the facts developed are stated, also a copy of the letter of District Attorney Alnzer to Lewellin's father, in which Altizer states his belief that the man named in the affidavits, if not the actual murderer, is the instigator of the crime. The matter will be placed in the hands of Judge O. B. Wyman, now holding circuit court in this city, and he will be asked to take action. <box>115 571 350 682</box>
paragraph: To the Senate: I transmit herewith, with a view to receiving the advice and consent of the senate to its ratification, a convention this day signed by the respective plenipotentiaries of the United States and Great Britain, to facilitate the construction of a ship canal to connect the Atlantic and Pacific oceans, and to remove any objection which may arise out of the convention of April 19, 1850, commonly called the Clayton-Bulwer treaty, to the construction of such canal under the auspices of the government of the United States. WILLIAM McKINLEY. Executive Mansion, Washington, D. C., February 5, 1900. <box>1118 1561 1351 1710</box>
paragraph: The cause of the fire is unknown. It was discovered in the kitchen and may have originated in the laundry which was directly behind it. The interior of the building was entirely of wood and very combustible. It is considered a wonder that all of the occupants of the hotel were able to escape uninjured. <box>617 983 850 1057</box>
ad-headline: PURE BRED <box>1368 1918 1495 1942</box>
paragraph: 7. No fortifications shall be erected commanding the canal or the waters adjacent. The United States, however, shall be at liberty to maintain such military police along the canal as may be necessary to protect it against lawlessness and disorder. <box>1118 1313 1351 1375</box>
headline: MAKES A BIG DEAL. <box>907 702 1061 719</box>
article-left-million <box>868 366 1101 683</box>
paragraph: New York, Feb. 6.—William Henry Gilder, the explorer, a brother of Richard Watson Gilder, died at his home in Morristown, N. J., yesterday. He was born in Philadelphia in 1838. At the outbreak of the Civil war he enlisted as a private. He was commissioned captain in 1864 and served under Gen. Butler. After the war he devoted himself first to art and then to journalism. <box>1118 1787 1351 1874</box>
ad-headline: President Kruger Ahead. <box>1431 401 1539 413</box>
paragraph: After a short time Trump closed up the bar-room, leaving in it only two or three men of his acquaintance, himself and Lewellin. The next seen of the young man was at 4 o'clock Monday morning. A citizen of Wilton, who had been up most of the night with a sick friend, met Lewellin coming out of the hotel. He was very much under the influence of liquor and staggered as he walked. He was subsequently seen re-entering the hotel. <box>115 863 350 962</box>
deck: Cattle Insurance Company of Clintonville, Wis., Can Do Business. <box>128 1918 337 1965</box>
ad-word: POTATOES <box>1391 1757 1579 1794</box>
column-2 <box>358 87 608 2274</box>
paragraph: Mrs. Hartman had been unable to get her husband to eat any dinner and thinking he might be asleep did not attempt to arouse him. She left the house and did not return until 6 o'clock, and, finding the body in the same position, became frightened and started to examine him, but ran for help when she found the body rigid and cold. <box>367 484 600 558</box>
article-capture <box>367 1916 600 2135</box>
subhead: A VERDICT OF SUICIDE. <box>155 216 310 260</box>
paragraph: Indianapolis, Ind., Feb. 6.—John Mitchell, president of the United Mine Workers of America, was notified today that the anthracite miners of Tioga, Pa., have been granted an advance of 10 cents per ton for mining. Over 1000 of them have been on a strike for several weeks. <box>1118 2105 1351 2167</box>
headline: IN FORKELL'S PLACE. <box>408 928 559 972</box>
paragraph: La Crosse, Wis., Feb. 6.—[Special.]—La Crosse consumers are greatly benefited by the flour war between the rival La Crosse and Winona, Minn., milling companies that threatens to spread to all points in the Northwest where the two firms are in competition. Flour that formerly retailed at $3.60 per barrel has now been reduced to $2.80 and other grades are being delivered to private families in this city and elsewhere at $2.50. <box>867 1990 1101 2088</box>
article-charter <box>115 1893 350 2046</box>
divider <box>937 1541 1031 1543</box>
divider <box>687 1646 781 1648</box>
headline: CAPTURE FOUR MEN. <box>400 1920 567 1937</box>
article-treaty <box>1118 90 1351 1710</box>
paragraph: Madison, Wis., Feb. 6.—[Special.]—Mrs. Jack McCune, a bold character, was arrested on the streets last night for masquerading in male attire as a detective. She had documents and a badge and appeared to believe she was a full-fledged officer. A search of the statutes today revealed the lack of a special law to prevent women from wearing men's clothes and she was charged with disorderly conduct. The judge suspended sentence on condition that she behave herself. <box>867 1620 1101 1731</box>
paragraph: Clydesdales, Percherons and German Coachers. Mares in foal; Imported and Home Bred Stallions for sale. Good animals at reasonable prices. Correspondence solicited. GEO. KLEIN, Importer and Breeder. FORT ATKINSON, WIS. <box>1368 1946 1514 2024</box>
paragraph: 3. Vessels of war of a belligerent shall not revictual nor take any stores in the canal except so far as may be strictly necessary, and the transit of such vessels through the canal shall be effected with the least possible delay in accordance with the regulations in force, and with only such intermission as may result from the necessities of the service. Prizes shall be in all respects subject to the same rules as vessels of war of the belligerents. <box>1118 954 1351 1053</box>
paragraph: Dr. Phillier was called and at 8:45 Justice W. H. Gilman and a coroner's jury viewed the remains. The body was removed to J. K. Randle's undertaking rooms. <box>367 558 600 595</box>
column-4 <box>858 87 1109 2274</box>
masthead-rule <box>93 68 1601 77</box>
deck: Mercantile Houses Suffer a Loss of Over $4500 by Fire, Smoke and Water. <box>885 137 1083 184</box>
article-murder <box>115 90 350 1338</box>
